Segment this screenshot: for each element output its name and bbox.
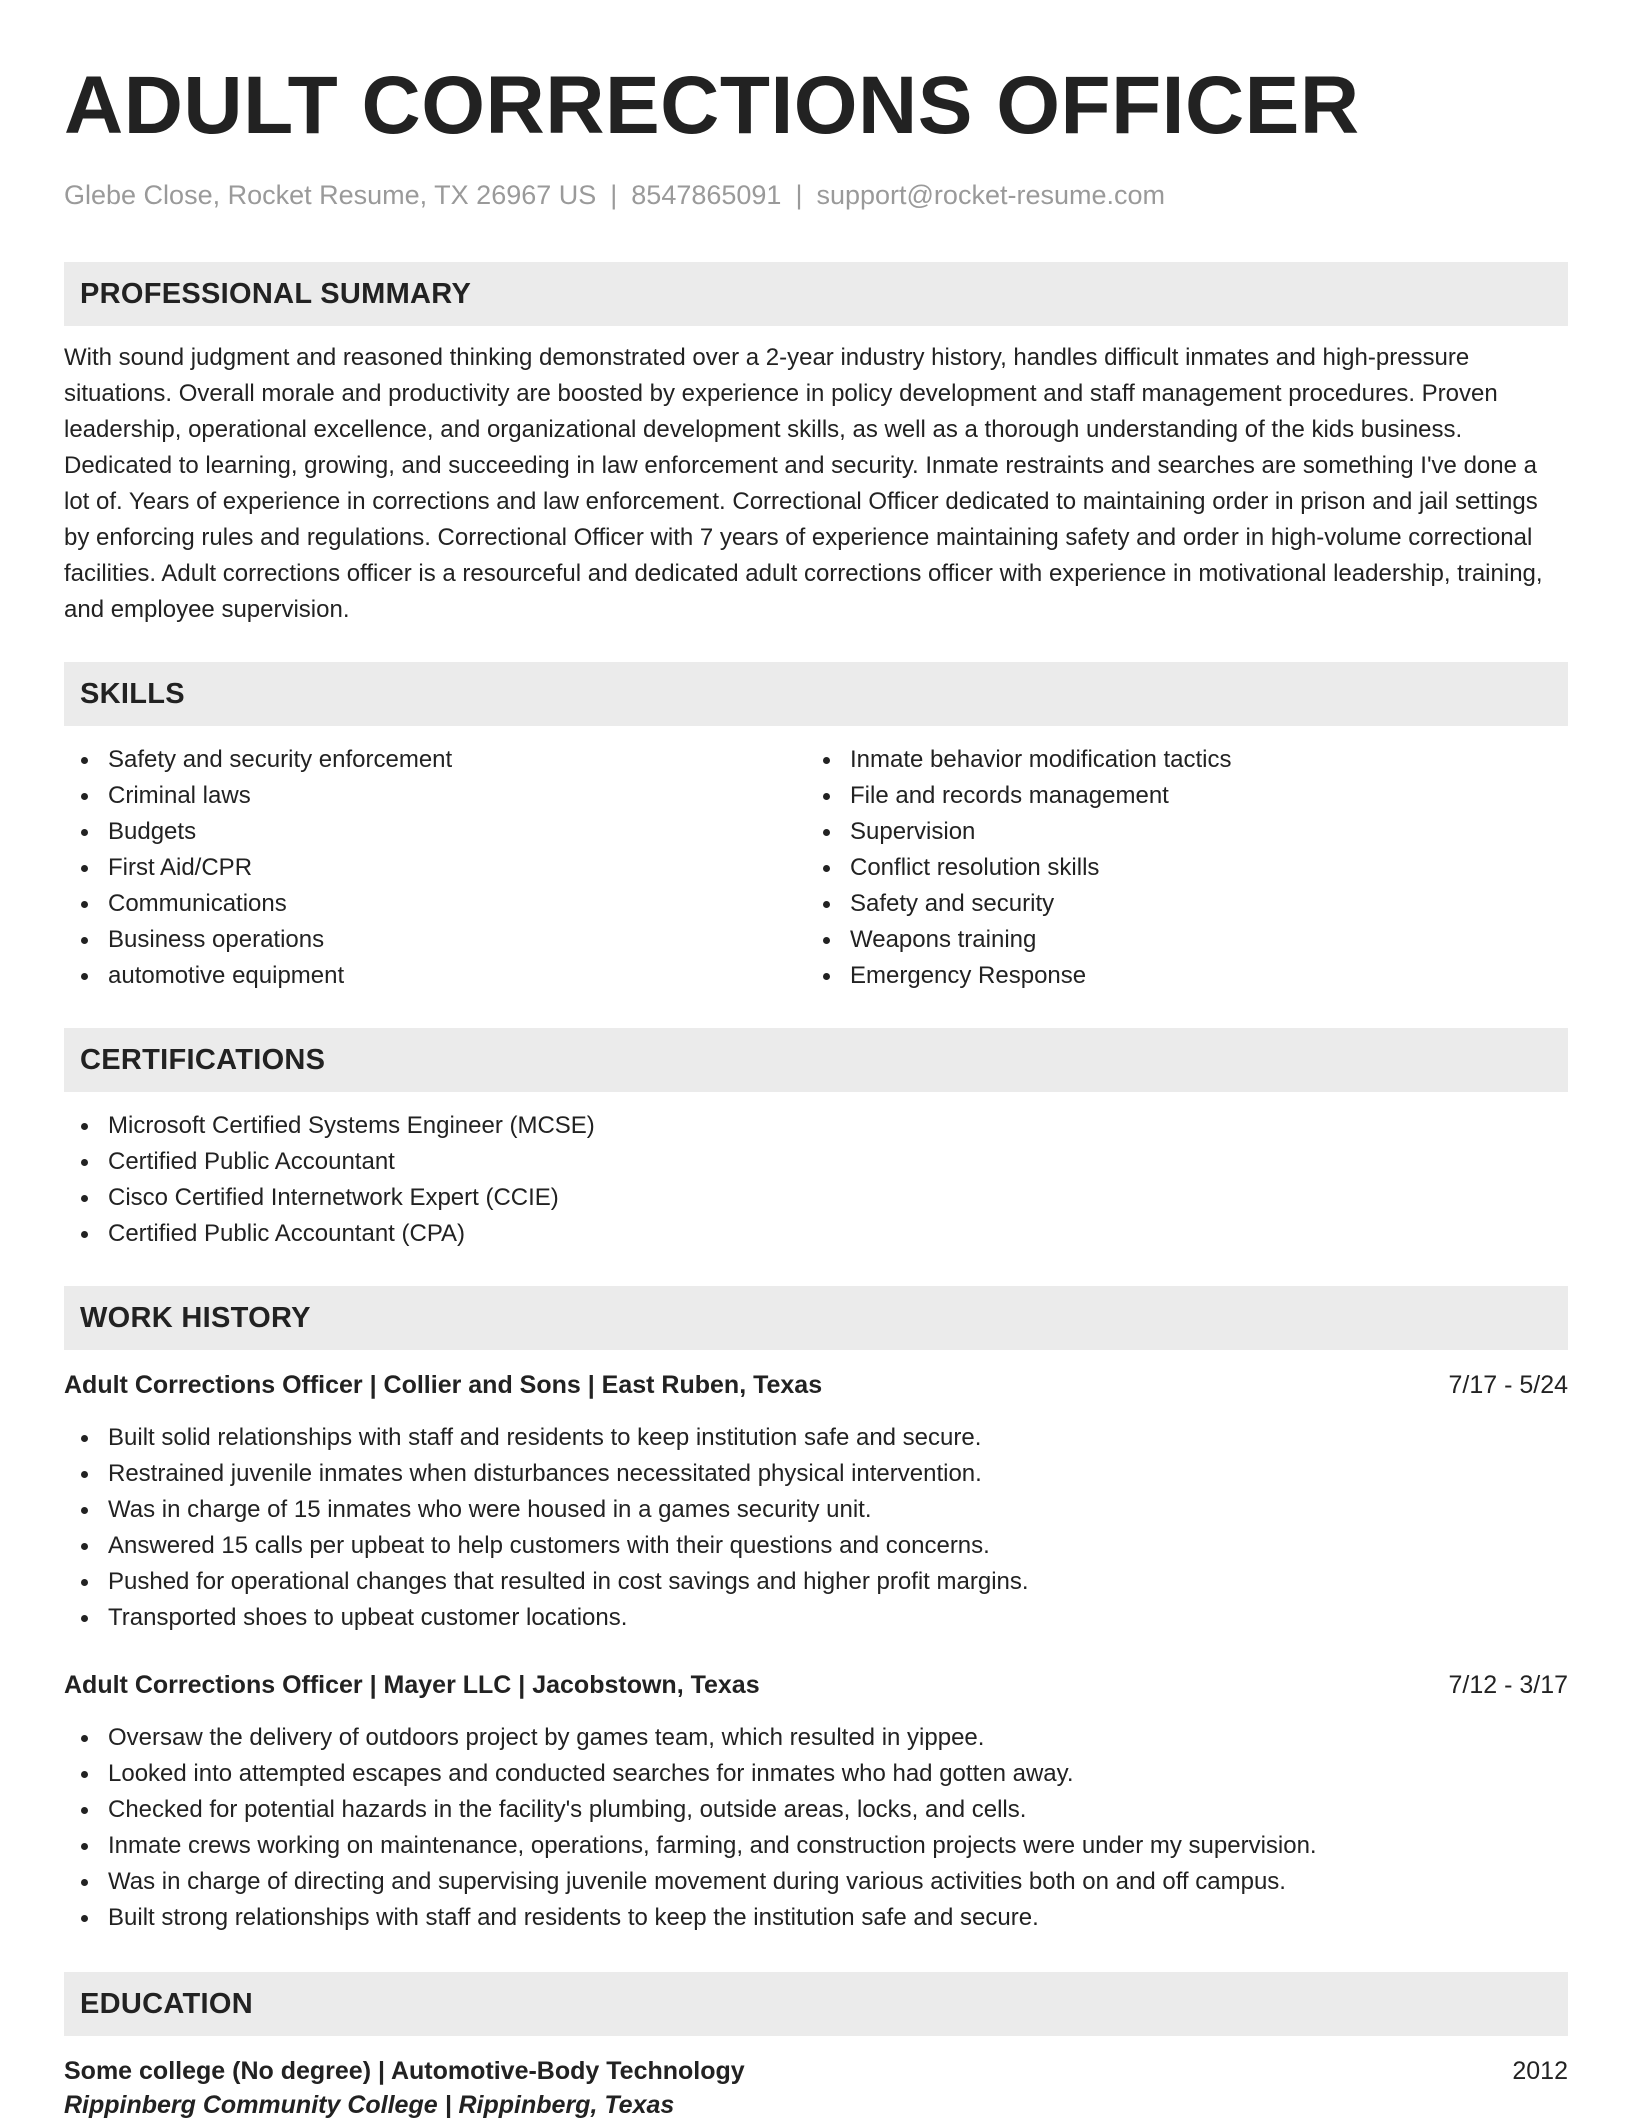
skill-item: Business operations — [64, 922, 806, 958]
skills-list-left — [64, 742, 806, 994]
skill-item: Weapons training — [806, 922, 1548, 958]
contact-line — [64, 178, 1568, 212]
certifications-list — [64, 1108, 1568, 1252]
certification-item: Certified Public Accountant — [64, 1144, 1568, 1180]
summary-paragraph: With sound judgment and reasoned thinking demonstrated over a 2-year industry history, handles difficult inmates and high-pressure situations. Overall morale and productivity are boosted by experience in policy development and staff management procedures. Proven leadership, operational excellence, and organizational development skills, as well as a thorough understanding of the kids business. Dedicated to learning, growing, and succeeding in law enforcement and security. Inmate restraints and searches are something I've done a lot of. Years of experience in corrections and law enforcement. Correctional Officer dedicated to maintaining order in prison and jail settings by enforcing rules and regulations. Correctional Officer with 7 years of experience maintaining safety and order in high-volume correctional facilities. Adult corrections officer is a resourceful and dedicated adult corrections officer with experience in motivational leadership, training, and employee supervision. — [64, 344, 1543, 623]
job-bullet: Answered 15 calls per upbeat to help customers with their questions and concerns. — [64, 1528, 1568, 1564]
skill-item: Criminal laws — [64, 778, 806, 814]
contact-separator: | — [610, 180, 618, 210]
skill-item: File and records management — [806, 778, 1548, 814]
job-heading — [64, 1668, 1568, 1702]
contact-address: Glebe Close, Rocket Resume, TX 26967 US — [64, 180, 597, 210]
section-heading-education: EDUCATION — [64, 1972, 1568, 2036]
skill-item: First Aid/CPR — [64, 850, 806, 886]
skills-list-right — [806, 742, 1548, 994]
resume-title: ADULT CORRECTIONS OFFICER — [64, 60, 1360, 151]
certification-item: Certified Public Accountant (CPA) — [64, 1216, 1568, 1252]
job-bullet: Restrained juvenile inmates when disturbances necessitated physical intervention. — [64, 1456, 1568, 1492]
skill-item: Communications — [64, 886, 806, 922]
job-bullets — [64, 1420, 1568, 1636]
job-dates: 7/12 - 3/17 — [1448, 1671, 1568, 1699]
skills-columns — [64, 742, 1568, 994]
job-bullet: Pushed for operational changes that resulted in cost savings and higher profit margins. — [64, 1564, 1568, 1600]
job-bullet: Looked into attempted escapes and conducted searches for inmates who had gotten away. — [64, 1756, 1568, 1792]
education-school: Rippinberg Community College | Rippinberg, Texas — [64, 2091, 675, 2119]
skill-item: Safety and security — [806, 886, 1548, 922]
skill-item: Supervision — [806, 814, 1548, 850]
section-heading-skills: SKILLS — [64, 662, 1568, 726]
job-bullets — [64, 1720, 1568, 1936]
education-heading — [64, 2054, 1568, 2088]
certification-item: Cisco Certified Internetwork Expert (CCIE) — [64, 1180, 1568, 1216]
job-heading — [64, 1368, 1568, 1402]
education-year: 2012 — [1512, 2057, 1568, 2085]
job-bullet: Inmate crews working on maintenance, operations, farming, and construction projects were under my supervision. — [64, 1828, 1568, 1864]
job-bullet: Transported shoes to upbeat customer locations. — [64, 1600, 1568, 1636]
skill-item: Inmate behavior modification tactics — [806, 742, 1548, 778]
skill-item: Budgets — [64, 814, 806, 850]
job-bullet: Oversaw the delivery of outdoors project by games team, which resulted in yippee. — [64, 1720, 1568, 1756]
education-degree: Some college (No degree) | Automotive-Body Technology — [64, 2057, 745, 2085]
job-title: Adult Corrections Officer | Mayer LLC | Jacobstown, Texas — [64, 1671, 760, 1699]
job-bullet: Built solid relationships with staff and residents to keep institution safe and secure. — [64, 1420, 1568, 1456]
section-heading-certifications: CERTIFICATIONS — [64, 1028, 1568, 1092]
contact-email[interactable]: support@rocket-resume.com — [816, 180, 1165, 210]
contact-phone: 8547865091 — [631, 180, 782, 210]
certification-item: Microsoft Certified Systems Engineer (MCSE) — [64, 1108, 1568, 1144]
job-bullet: Checked for potential hazards in the facility's plumbing, outside areas, locks, and cells. — [64, 1792, 1568, 1828]
section-heading-work-history: WORK HISTORY — [64, 1286, 1568, 1350]
skill-item: Conflict resolution skills — [806, 850, 1548, 886]
job-bullet: Was in charge of directing and supervising juvenile movement during various activities both on and off campus. — [64, 1864, 1568, 1900]
job-dates: 7/17 - 5/24 — [1448, 1371, 1568, 1399]
skill-item: automotive equipment — [64, 958, 806, 994]
job-bullet: Was in charge of 15 inmates who were housed in a games security unit. — [64, 1492, 1568, 1528]
job-title: Adult Corrections Officer | Collier and Sons | East Ruben, Texas — [64, 1371, 823, 1399]
skill-item: Safety and security enforcement — [64, 742, 806, 778]
job-bullet: Built strong relationships with staff and residents to keep the institution safe and secure. — [64, 1900, 1568, 1936]
skill-item: Emergency Response — [806, 958, 1548, 994]
contact-separator: | — [795, 180, 803, 210]
section-heading-summary: PROFESSIONAL SUMMARY — [64, 262, 1568, 326]
